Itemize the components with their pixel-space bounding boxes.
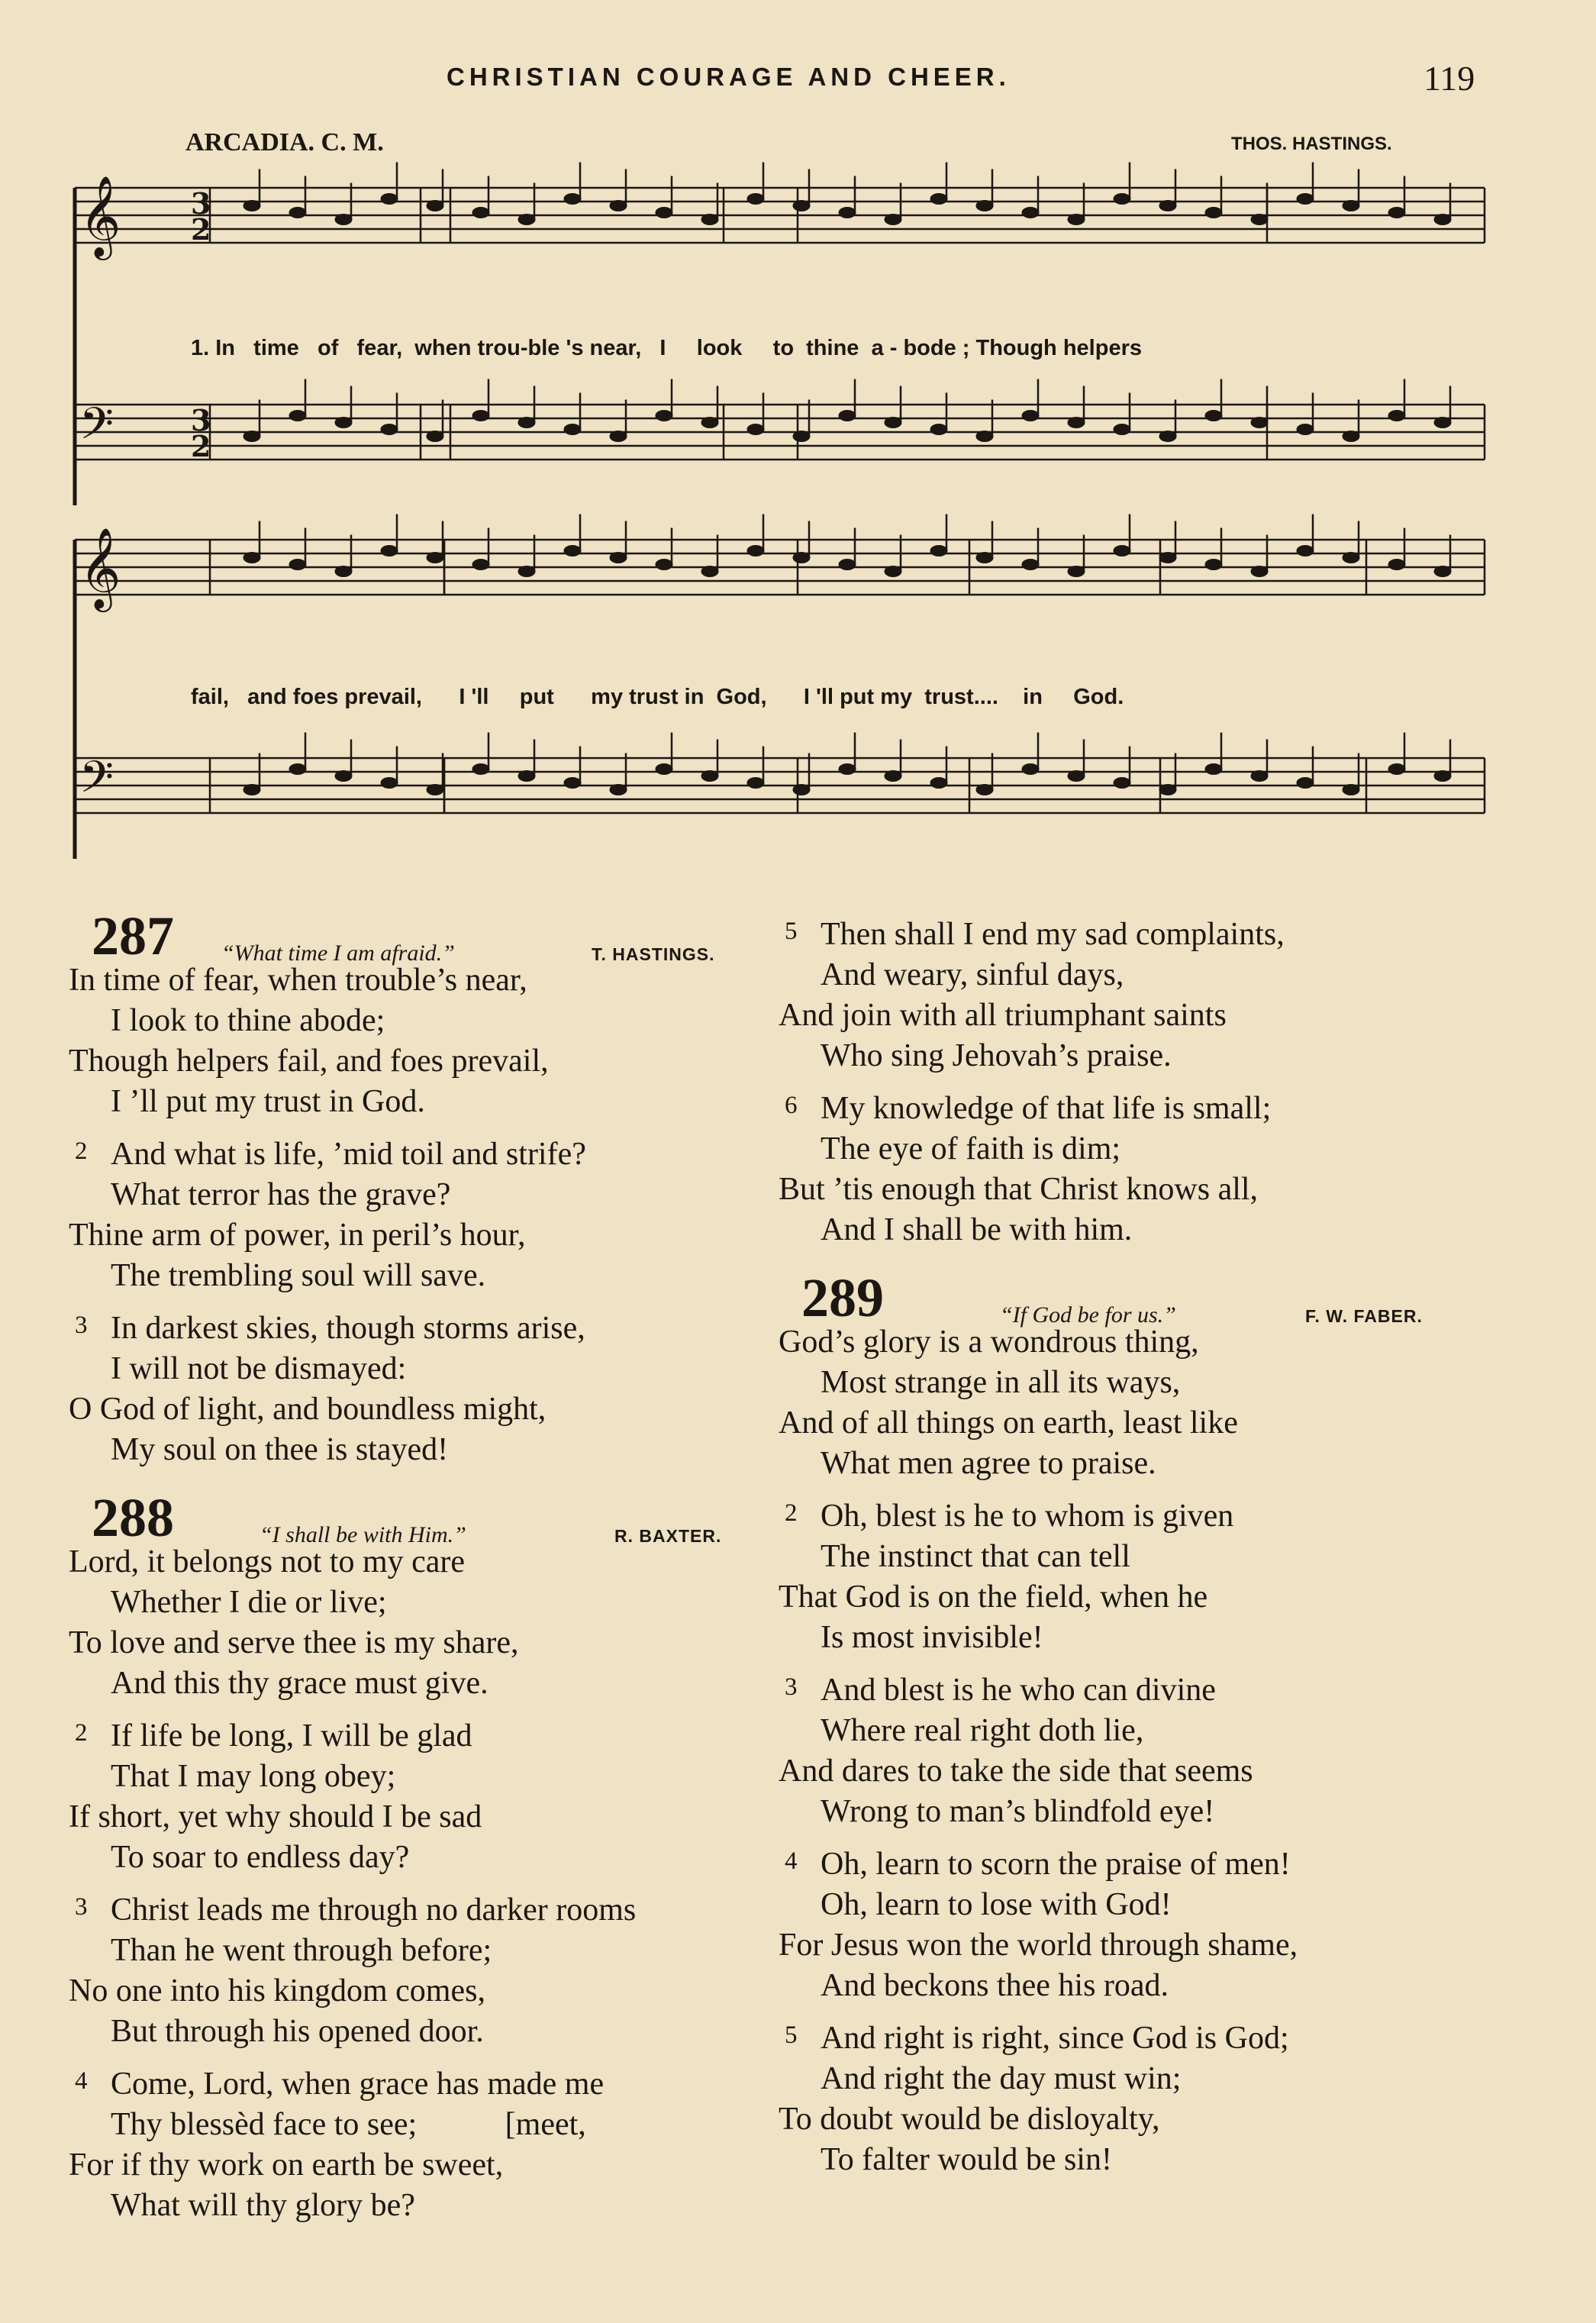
note-head bbox=[564, 194, 581, 205]
note-head bbox=[1434, 418, 1451, 428]
verse-line: Wrong to man’s blindfold eye! bbox=[821, 1794, 1215, 1829]
verse-line: For Jesus won the world through shame, bbox=[779, 1928, 1298, 1963]
note-head bbox=[335, 215, 352, 225]
bass-clef-icon: 𝄢 bbox=[79, 751, 114, 814]
note-head bbox=[1434, 771, 1451, 782]
note-head bbox=[381, 778, 398, 789]
note-head bbox=[289, 764, 306, 775]
note-head bbox=[1388, 411, 1405, 421]
note-head bbox=[472, 560, 489, 570]
verse-line: What terror has the grave? bbox=[111, 1177, 451, 1212]
note-head bbox=[1251, 418, 1268, 428]
note-head bbox=[839, 208, 856, 218]
stanza bbox=[779, 1844, 1549, 2006]
tune-composer: THOS. HASTINGS. bbox=[1231, 134, 1392, 154]
verse-line: To love and serve thee is my share, bbox=[69, 1625, 519, 1660]
note-head bbox=[564, 546, 581, 557]
note-head bbox=[976, 201, 993, 211]
hymn-header bbox=[779, 1263, 1549, 1328]
note-head bbox=[1297, 546, 1314, 557]
verse-line: And right the day must win; bbox=[821, 2061, 1182, 2096]
note-head bbox=[930, 778, 947, 789]
verse-line: And beckons thee his road. bbox=[821, 1968, 1169, 2003]
note-head bbox=[289, 208, 306, 218]
verse-line: And of all things on earth, least like bbox=[779, 1405, 1238, 1441]
note-head bbox=[885, 215, 901, 225]
stanza-number: 6 bbox=[785, 1092, 798, 1119]
verse-line: Oh, learn to lose with God! bbox=[821, 1887, 1172, 1922]
note-head bbox=[381, 546, 398, 557]
note-head bbox=[747, 194, 764, 205]
note-head bbox=[1388, 560, 1405, 570]
note-head bbox=[1297, 194, 1314, 205]
stanza bbox=[69, 1308, 786, 1470]
note-head bbox=[930, 424, 947, 435]
note-head bbox=[793, 553, 810, 563]
note-head bbox=[1159, 553, 1176, 563]
verse-line: And what is life, ’mid toil and strife? bbox=[111, 1137, 586, 1172]
right-column bbox=[779, 915, 1549, 2192]
verse-line: O God of light, and boundless might, bbox=[69, 1392, 547, 1427]
note-head bbox=[1251, 771, 1268, 782]
verse-line: God’s glory is a wondrous thing, bbox=[779, 1324, 1199, 1360]
note-head bbox=[1205, 411, 1222, 421]
note-head bbox=[610, 201, 627, 211]
note-head bbox=[564, 424, 581, 435]
note-head bbox=[747, 424, 764, 435]
note-head bbox=[1205, 764, 1222, 775]
note-head bbox=[793, 785, 810, 795]
note-head bbox=[1434, 566, 1451, 577]
note-head bbox=[1343, 431, 1359, 442]
note-head bbox=[1205, 560, 1222, 570]
stanza bbox=[779, 1670, 1549, 1832]
verse-line: Whether I die or live; bbox=[111, 1585, 387, 1620]
note-head bbox=[1022, 560, 1039, 570]
verse-line: That I may long obey; bbox=[111, 1759, 396, 1794]
note-head bbox=[610, 553, 627, 563]
verse-line: Come, Lord, when grace has made me bbox=[111, 2067, 605, 2102]
verse-line: Than he went through before; bbox=[111, 1933, 492, 1968]
stanza-number: 2 bbox=[785, 1499, 798, 1527]
hymn-author: T. HASTINGS. bbox=[592, 944, 715, 964]
note-head bbox=[518, 566, 535, 577]
time-signature: 3 bbox=[191, 403, 211, 437]
note-head bbox=[1388, 208, 1405, 218]
note-head bbox=[564, 778, 581, 789]
note-head bbox=[1022, 208, 1039, 218]
note-head bbox=[1159, 431, 1176, 442]
note-head bbox=[701, 215, 718, 225]
note-head bbox=[747, 778, 764, 789]
stanza-number: 4 bbox=[75, 2067, 88, 2095]
verse-line: And blest is he who can divine bbox=[821, 1673, 1216, 1708]
note-head bbox=[1297, 778, 1314, 789]
note-head bbox=[381, 194, 398, 205]
score-lyrics-line-1: 1. In time of fear, when trou-ble 's near, I look to thine a - bode ; Though helpers bbox=[191, 336, 1142, 360]
note-head bbox=[427, 201, 443, 211]
note-head bbox=[793, 201, 810, 211]
verse-line: And I shall be with him. bbox=[821, 1212, 1133, 1247]
stanza bbox=[779, 1322, 1549, 1484]
stanza bbox=[69, 1542, 786, 1704]
music-score bbox=[0, 0, 1596, 901]
note-head bbox=[656, 411, 672, 421]
note-head bbox=[839, 411, 856, 421]
hymn-motto: “What time I am afraid.” bbox=[221, 940, 455, 966]
note-head bbox=[656, 208, 672, 218]
verse-line: And dares to take the side that seems bbox=[779, 1754, 1253, 1789]
note-head bbox=[885, 418, 901, 428]
verse-line: And join with all triumphant saints bbox=[779, 998, 1227, 1033]
hymn-motto: “If God be for us.” bbox=[1000, 1302, 1176, 1328]
note-head bbox=[472, 411, 489, 421]
note-head bbox=[610, 785, 627, 795]
hymn-motto: “I shall be with Him.” bbox=[260, 1522, 466, 1547]
note-head bbox=[472, 764, 489, 775]
note-head bbox=[976, 785, 993, 795]
note-head bbox=[839, 560, 856, 570]
note-head bbox=[976, 553, 993, 563]
note-head bbox=[1022, 764, 1039, 775]
verse-line: I look to thine abode; bbox=[111, 1003, 385, 1038]
hymn-header bbox=[69, 901, 786, 966]
stanza bbox=[69, 1716, 786, 1878]
note-head bbox=[1343, 553, 1359, 563]
note-head bbox=[1159, 201, 1176, 211]
verse-line: To doubt would be disloyalty, bbox=[779, 2102, 1160, 2137]
verse-line: If life be long, I will be glad bbox=[111, 1718, 472, 1754]
verse-line: I will not be dismayed: bbox=[111, 1351, 407, 1386]
note-head bbox=[243, 553, 260, 563]
note-head bbox=[1114, 424, 1130, 435]
stanza bbox=[779, 2018, 1549, 2180]
note-head bbox=[885, 566, 901, 577]
left-column bbox=[69, 901, 786, 2238]
note-head bbox=[1343, 201, 1359, 211]
note-head bbox=[472, 208, 489, 218]
stanza bbox=[69, 960, 786, 1122]
note-head bbox=[976, 431, 993, 442]
note-head bbox=[1343, 785, 1359, 795]
note-head bbox=[427, 553, 443, 563]
note-head bbox=[885, 771, 901, 782]
stanza bbox=[779, 1496, 1549, 1658]
verse-line: Is most invisible! bbox=[821, 1620, 1043, 1655]
verse-line: For if thy work on earth be sweet, bbox=[69, 2147, 504, 2183]
note-head bbox=[610, 431, 627, 442]
stanza bbox=[779, 1089, 1549, 1250]
verse-line: That God is on the field, when he bbox=[779, 1579, 1208, 1615]
note-head bbox=[1159, 785, 1176, 795]
note-head bbox=[1251, 215, 1268, 225]
stanza-number: 4 bbox=[785, 1847, 798, 1875]
note-head bbox=[1114, 778, 1130, 789]
stanza-number: 2 bbox=[75, 1719, 88, 1747]
time-signature: 3 bbox=[191, 186, 211, 221]
note-head bbox=[747, 546, 764, 557]
hymn-header bbox=[69, 1483, 786, 1548]
stanza-number: 5 bbox=[785, 918, 798, 945]
note-head bbox=[793, 431, 810, 442]
note-head bbox=[1068, 566, 1085, 577]
note-head bbox=[427, 431, 443, 442]
stanza bbox=[69, 1890, 786, 2052]
stanza-number: 5 bbox=[785, 2021, 798, 2049]
stanza bbox=[69, 1134, 786, 1296]
time-signature: 2 bbox=[191, 429, 211, 463]
note-head bbox=[1205, 208, 1222, 218]
note-head bbox=[1251, 566, 1268, 577]
note-head bbox=[1388, 764, 1405, 775]
note-head bbox=[1068, 418, 1085, 428]
verse-line: I ’ll put my trust in God. bbox=[111, 1084, 425, 1119]
note-head bbox=[335, 418, 352, 428]
verse-line: But through his opened door. bbox=[111, 2014, 484, 2049]
verse-line: And right is right, since God is God; bbox=[821, 2021, 1289, 2056]
time-signature: 2 bbox=[191, 212, 211, 247]
page-number: 119 bbox=[1424, 59, 1475, 98]
note-head bbox=[427, 785, 443, 795]
verse-line: In darkest skies, though storms arise, bbox=[111, 1311, 585, 1346]
note-head bbox=[701, 771, 718, 782]
verse-line: What will thy glory be? bbox=[111, 2188, 415, 2223]
verse-line: To soar to endless day? bbox=[111, 1840, 410, 1875]
verse-line: And this thy grace must give. bbox=[111, 1666, 488, 1701]
note-head bbox=[335, 566, 352, 577]
verse-line: No one into his kingdom comes, bbox=[69, 1973, 485, 2008]
verse-line: Thine arm of power, in peril’s hour, bbox=[69, 1218, 526, 1253]
verse-line: My knowledge of that life is small; bbox=[821, 1091, 1272, 1126]
note-head bbox=[1068, 215, 1085, 225]
note-head bbox=[701, 418, 718, 428]
note-head bbox=[930, 546, 947, 557]
verse-line: Where real right doth lie, bbox=[821, 1713, 1144, 1748]
verse-line: My soul on thee is stayed! bbox=[111, 1432, 449, 1467]
verse-line: The trembling soul will save. bbox=[111, 1258, 486, 1293]
treble-clef-icon: 𝄞 bbox=[79, 527, 121, 608]
note-head bbox=[518, 215, 535, 225]
note-head bbox=[289, 411, 306, 421]
note-head bbox=[381, 424, 398, 435]
verse-line: The eye of faith is dim; bbox=[821, 1131, 1121, 1166]
verse-line: In time of fear, when trouble’s near, bbox=[69, 963, 527, 998]
note-head bbox=[1297, 424, 1314, 435]
verse-line: If short, yet why should I be sad bbox=[69, 1799, 482, 1834]
note-head bbox=[243, 431, 260, 442]
hymn-author: F. W. FABER. bbox=[1305, 1306, 1423, 1326]
hymn-number: 287 bbox=[92, 905, 174, 966]
stanza-number: 3 bbox=[75, 1893, 88, 1921]
verse-line: Lord, it belongs not to my care bbox=[69, 1544, 466, 1579]
verse-line: But ’tis enough that Christ knows all, bbox=[779, 1172, 1259, 1207]
note-head bbox=[289, 560, 306, 570]
section-title: CHRISTIAN COURAGE AND CHEER. bbox=[447, 63, 1011, 91]
note-head bbox=[656, 560, 672, 570]
note-head bbox=[1068, 771, 1085, 782]
verse-line: Thy blessèd face to see; [meet, bbox=[111, 2107, 586, 2142]
tune-name: ARCADIA. C. M. bbox=[185, 128, 384, 156]
verse-line: Oh, learn to scorn the praise of men! bbox=[821, 1847, 1291, 1882]
note-head bbox=[839, 764, 856, 775]
verse-line: Then shall I end my sad complaints, bbox=[821, 917, 1285, 952]
verse-line: Oh, blest is he to whom is given bbox=[821, 1499, 1234, 1534]
stanza-number: 3 bbox=[785, 1673, 798, 1701]
verse-line: To falter would be sin! bbox=[821, 2142, 1112, 2177]
note-head bbox=[701, 566, 718, 577]
hymn-number: 289 bbox=[801, 1267, 884, 1328]
stanza-number: 2 bbox=[75, 1137, 88, 1165]
verse-line: Who sing Jehovah’s praise. bbox=[821, 1038, 1172, 1073]
treble-clef-icon: 𝄞 bbox=[79, 175, 121, 256]
stanza bbox=[779, 915, 1549, 1076]
verse-line: What men agree to praise. bbox=[821, 1446, 1156, 1481]
note-head bbox=[656, 764, 672, 775]
verse-line: The instinct that can tell bbox=[821, 1539, 1130, 1574]
verse-line: Though helpers fail, and foes prevail, bbox=[69, 1044, 549, 1079]
note-head bbox=[243, 785, 260, 795]
note-head bbox=[1434, 215, 1451, 225]
verse-line: And weary, sinful days, bbox=[821, 957, 1124, 992]
hymn-number: 288 bbox=[92, 1487, 174, 1548]
note-head bbox=[1022, 411, 1039, 421]
note-head bbox=[1114, 546, 1130, 557]
stanza-number: 3 bbox=[75, 1312, 88, 1339]
note-head bbox=[1114, 194, 1130, 205]
note-head bbox=[518, 771, 535, 782]
verse-line: Most strange in all its ways, bbox=[821, 1365, 1181, 1400]
note-head bbox=[243, 201, 260, 211]
stanza bbox=[69, 2064, 786, 2226]
note-head bbox=[335, 771, 352, 782]
score-lyrics-line-2: fail, and foes prevail, I 'll put my trust in God, I 'll put my trust.... in God. bbox=[191, 685, 1124, 709]
verse-line: Christ leads me through no darker rooms bbox=[111, 1892, 637, 1928]
bass-clef-icon: 𝄢 bbox=[79, 398, 114, 460]
note-head bbox=[518, 418, 535, 428]
hymn-author: R. BAXTER. bbox=[614, 1526, 722, 1546]
note-head bbox=[930, 194, 947, 205]
